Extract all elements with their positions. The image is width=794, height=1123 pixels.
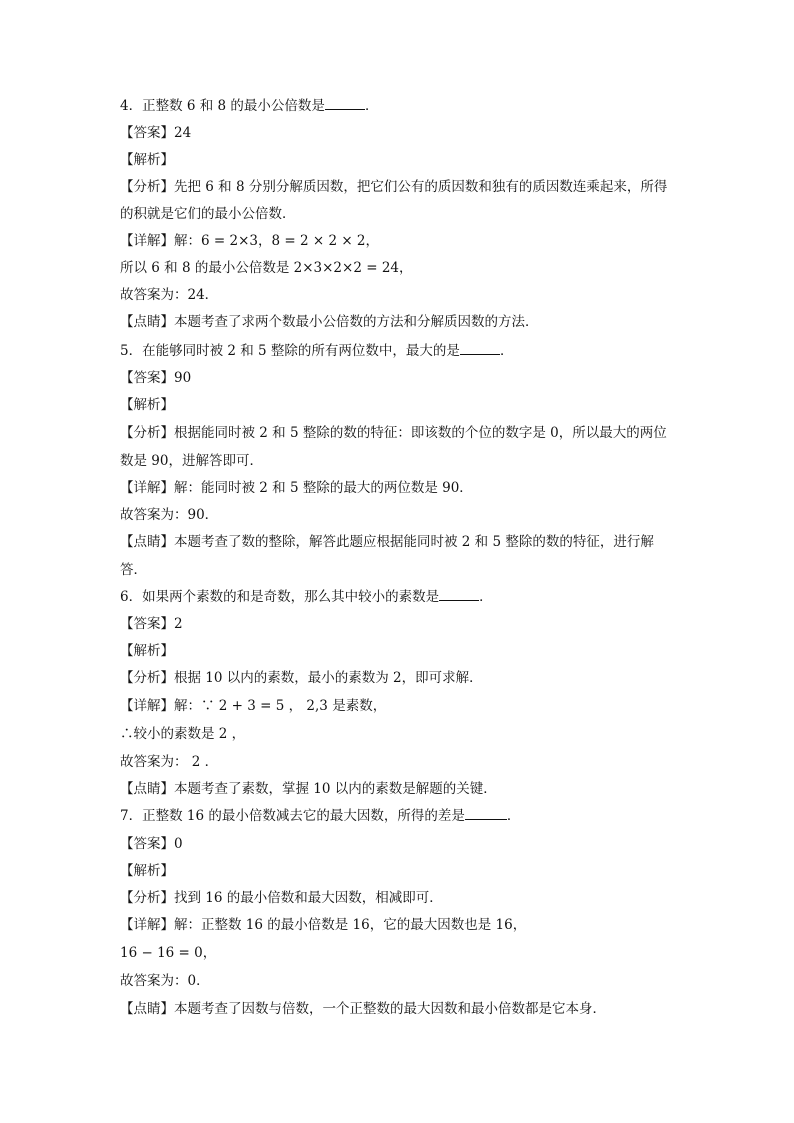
conclusion-text: 故答案为：24． — [120, 287, 219, 303]
comment-text: 【点睛】本题考查了求两个数最小公倍数的方法和分解质因数的方法． — [120, 314, 539, 330]
comment-text-cont: 答． — [120, 562, 147, 578]
analysis-text: 【分析】找到 16 的最小倍数和最大因数，相减即可． — [120, 890, 443, 906]
answer-line: 【答案】2 — [120, 616, 183, 632]
analysis-text: 【分析】根据能同时被 2 和 5 整除的数的特征：即该数的个位的数字是 0，所以最大的两位 — [120, 425, 667, 441]
comment-text: 【点睛】本题考查了素数，掌握 10 以内的素数是解题的关键． — [120, 781, 497, 797]
answer-blank — [325, 97, 365, 110]
detail-text: 【详解】解：6 = 2×3，8 = 2 × 2 × 2， — [120, 233, 380, 249]
analysis-text: 【分析】根据 10 以内的素数，最小的素数为 2，即可求解． — [120, 670, 483, 686]
answer-line: 【答案】24 — [120, 125, 192, 141]
answer-blank — [439, 588, 479, 601]
answer-line: 【答案】90 — [120, 370, 192, 386]
detail-text: 16 − 16 = 0， — [120, 945, 217, 961]
analysis-text: 【分析】先把 6 和 8 分别分解质因数，把它们公有的质因数和独有的质因数连乘起来，所得 — [120, 179, 668, 195]
conclusion-text: 故答案为： 2 ． — [120, 754, 219, 770]
answer-blank — [460, 342, 500, 355]
detail-text: 【详解】解：∵ 2 + 3 = 5 ， 2,3 是素数， — [120, 698, 387, 714]
analysis-heading: 【解析】 — [120, 643, 174, 659]
analysis-text-cont: 数是 90，进解答即可． — [120, 453, 263, 469]
conclusion-text: 故答案为：90． — [120, 507, 219, 523]
detail-text: 【详解】解：正整数 16 的最小倍数是 16，它的最大因数也是 16， — [120, 917, 527, 933]
detail-text: 所以 6 和 8 的最小公倍数是 2×3×2×2 = 24， — [120, 260, 413, 276]
question-5: 5．在能够同时被 2 和 5 整除的所有两位数中，最大的是 ． — [120, 343, 514, 359]
comment-text: 【点睛】本题考查了因数与倍数，一个正整数的最大因数和最小倍数都是它本身． — [120, 1001, 606, 1017]
question-6: 6．如果两个素数的和是奇数，那么其中较小的素数是 ． — [120, 589, 493, 605]
detail-text: 【详解】解：能同时被 2 和 5 整除的最大的两位数是 90． — [120, 480, 473, 496]
analysis-heading: 【解析】 — [120, 152, 174, 168]
conclusion-text: 故答案为：0． — [120, 973, 210, 989]
answer-line: 【答案】0 — [120, 836, 183, 852]
question-7: 7．正整数 16 的最小倍数减去它的最大因数，所得的差是 ． — [120, 808, 521, 824]
question-4: 4．正整数 6 和 8 的最小公倍数是 ． — [120, 98, 379, 114]
analysis-text-cont: 的积就是它们的最小公倍数． — [120, 206, 296, 222]
analysis-heading: 【解析】 — [120, 863, 174, 879]
answer-blank — [465, 807, 507, 820]
comment-text: 【点睛】本题考查了数的整除，解答此题应根据能同时被 2 和 5 整除的数的特征，进行解 — [120, 534, 654, 550]
detail-text: ∴较小的素数是 2 ， — [120, 726, 246, 742]
analysis-heading: 【解析】 — [120, 397, 174, 413]
